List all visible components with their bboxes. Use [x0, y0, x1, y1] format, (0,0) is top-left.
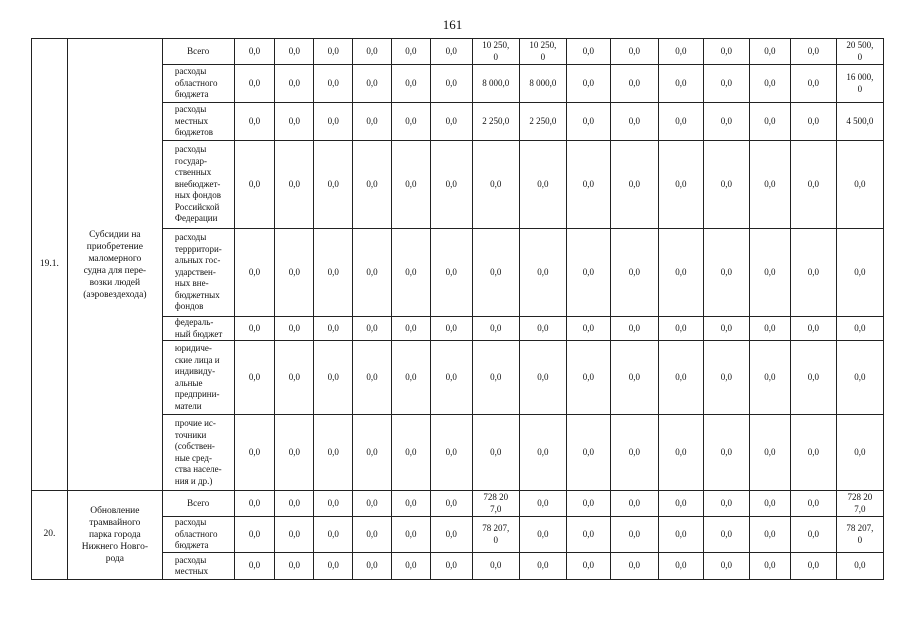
- value-cell: 0,0: [391, 517, 430, 553]
- value-cell: 0,0: [234, 341, 275, 415]
- value-cell: 16 000, 0: [836, 65, 883, 103]
- value-cell: 0,0: [566, 415, 610, 491]
- value-cell: 0,0: [472, 141, 519, 229]
- value-cell: 0,0: [275, 491, 314, 517]
- value-cell: 0,0: [472, 229, 519, 317]
- value-cell: 0,0: [749, 229, 790, 317]
- value-cell: 0,0: [790, 415, 836, 491]
- funding-source: расходы государ- ственных внебюджет- ных фондов Российской Федерации: [162, 141, 234, 229]
- value-cell: 0,0: [430, 517, 472, 553]
- value-cell: 0,0: [430, 341, 472, 415]
- value-cell: 0,0: [234, 517, 275, 553]
- value-cell: 0,0: [836, 317, 883, 341]
- value-cell: 0,0: [658, 341, 703, 415]
- value-cell: 0,0: [430, 317, 472, 341]
- value-cell: 0,0: [658, 517, 703, 553]
- value-cell: 0,0: [790, 103, 836, 141]
- table-row: [32, 491, 884, 517]
- value-cell: 0,0: [314, 553, 353, 580]
- value-cell: 0,0: [353, 317, 392, 341]
- value-cell: 0,0: [566, 103, 610, 141]
- value-cell: 0,0: [519, 517, 566, 553]
- value-cell: 0,0: [749, 65, 790, 103]
- value-cell: 0,0: [566, 491, 610, 517]
- value-cell: 0,0: [472, 341, 519, 415]
- value-cell: 0,0: [430, 65, 472, 103]
- value-cell: 0,0: [430, 553, 472, 580]
- row-index: 20.: [32, 491, 68, 580]
- value-cell: 0,0: [391, 65, 430, 103]
- value-cell: 0,0: [610, 103, 658, 141]
- value-cell: 2 250,0: [519, 103, 566, 141]
- value-cell: 0,0: [275, 141, 314, 229]
- value-cell: 0,0: [234, 229, 275, 317]
- value-cell: 0,0: [566, 39, 610, 65]
- value-cell: 0,0: [703, 65, 749, 103]
- value-cell: 0,0: [234, 39, 275, 65]
- value-cell: 0,0: [275, 39, 314, 65]
- row-index: 19.1.: [32, 39, 68, 491]
- value-cell: 0,0: [658, 553, 703, 580]
- value-cell: 0,0: [391, 317, 430, 341]
- value-cell: 0,0: [703, 415, 749, 491]
- value-cell: 0,0: [610, 141, 658, 229]
- funding-source: Всего: [162, 491, 234, 517]
- value-cell: 0,0: [314, 517, 353, 553]
- value-cell: 0,0: [790, 39, 836, 65]
- value-cell: 0,0: [353, 491, 392, 517]
- value-cell: 0,0: [658, 491, 703, 517]
- value-cell: 0,0: [234, 491, 275, 517]
- funding-source: расходы областного бюджета: [162, 517, 234, 553]
- value-cell: 0,0: [790, 491, 836, 517]
- value-cell: 0,0: [703, 491, 749, 517]
- value-cell: 0,0: [430, 103, 472, 141]
- value-cell: 0,0: [519, 141, 566, 229]
- value-cell: 78 207, 0: [472, 517, 519, 553]
- value-cell: 0,0: [353, 39, 392, 65]
- value-cell: 0,0: [519, 229, 566, 317]
- measure-description: Субсидии на приобретение маломерного судна для пере- возки людей (аэровездехода): [67, 39, 162, 491]
- value-cell: 0,0: [703, 553, 749, 580]
- value-cell: 0,0: [472, 415, 519, 491]
- value-cell: 0,0: [353, 103, 392, 141]
- funding-source: Всего: [162, 39, 234, 65]
- value-cell: 4 500,0: [836, 103, 883, 141]
- value-cell: 0,0: [566, 341, 610, 415]
- value-cell: 0,0: [836, 553, 883, 580]
- value-cell: 0,0: [234, 415, 275, 491]
- value-cell: 0,0: [275, 341, 314, 415]
- value-cell: 0,0: [353, 415, 392, 491]
- value-cell: 0,0: [391, 141, 430, 229]
- value-cell: 0,0: [790, 553, 836, 580]
- value-cell: 0,0: [658, 65, 703, 103]
- value-cell: 0,0: [275, 415, 314, 491]
- funding-source: федераль- ный бюджет: [162, 317, 234, 341]
- value-cell: 8 000,0: [519, 65, 566, 103]
- value-cell: 0,0: [566, 553, 610, 580]
- value-cell: 0,0: [658, 317, 703, 341]
- funding-source: прочие ис- точники (собствен- ные сред- ства населе- ния и др.): [162, 415, 234, 491]
- value-cell: 0,0: [275, 317, 314, 341]
- value-cell: 0,0: [749, 415, 790, 491]
- value-cell: 78 207, 0: [836, 517, 883, 553]
- funding-source: расходы областного бюджета: [162, 65, 234, 103]
- value-cell: 0,0: [703, 141, 749, 229]
- value-cell: 0,0: [749, 553, 790, 580]
- value-cell: 0,0: [703, 341, 749, 415]
- value-cell: 2 250,0: [472, 103, 519, 141]
- value-cell: 0,0: [749, 341, 790, 415]
- value-cell: 0,0: [610, 517, 658, 553]
- value-cell: 0,0: [275, 103, 314, 141]
- value-cell: 0,0: [314, 341, 353, 415]
- page-number: 161: [442, 17, 463, 32]
- value-cell: 0,0: [658, 103, 703, 141]
- value-cell: 0,0: [353, 517, 392, 553]
- value-cell: 0,0: [391, 553, 430, 580]
- value-cell: 0,0: [836, 229, 883, 317]
- funding-source: юридиче- ские лица и индивиду- альные предприни- матели: [162, 341, 234, 415]
- value-cell: 0,0: [566, 517, 610, 553]
- value-cell: 0,0: [566, 229, 610, 317]
- value-cell: 0,0: [275, 229, 314, 317]
- value-cell: 0,0: [430, 491, 472, 517]
- value-cell: 0,0: [472, 553, 519, 580]
- value-cell: 0,0: [519, 317, 566, 341]
- value-cell: 0,0: [836, 141, 883, 229]
- value-cell: 20 500, 0: [836, 39, 883, 65]
- value-cell: 0,0: [749, 491, 790, 517]
- value-cell: 0,0: [353, 553, 392, 580]
- value-cell: 0,0: [275, 553, 314, 580]
- funding-source: расходы местных бюджетов: [162, 103, 234, 141]
- value-cell: 0,0: [749, 141, 790, 229]
- value-cell: 10 250, 0: [519, 39, 566, 65]
- value-cell: 0,0: [749, 103, 790, 141]
- value-cell: 0,0: [234, 553, 275, 580]
- value-cell: 0,0: [353, 229, 392, 317]
- value-cell: 0,0: [234, 65, 275, 103]
- value-cell: 0,0: [353, 341, 392, 415]
- value-cell: 0,0: [703, 317, 749, 341]
- value-cell: 0,0: [314, 65, 353, 103]
- value-cell: 0,0: [314, 491, 353, 517]
- value-cell: 0,0: [836, 415, 883, 491]
- funding-source: расходы террритори- альных гос- ударствен- ных вне- бюджетных фондов: [162, 229, 234, 317]
- value-cell: 0,0: [519, 491, 566, 517]
- value-cell: 0,0: [658, 39, 703, 65]
- table-row: [32, 39, 884, 65]
- value-cell: 0,0: [519, 553, 566, 580]
- value-cell: 0,0: [790, 141, 836, 229]
- value-cell: 0,0: [703, 103, 749, 141]
- value-cell: 0,0: [703, 229, 749, 317]
- value-cell: 0,0: [519, 341, 566, 415]
- funding-source: расходы местных: [162, 553, 234, 580]
- value-cell: 0,0: [391, 415, 430, 491]
- value-cell: 0,0: [703, 39, 749, 65]
- value-cell: 0,0: [314, 229, 353, 317]
- value-cell: 0,0: [658, 229, 703, 317]
- value-cell: 0,0: [314, 103, 353, 141]
- value-cell: 0,0: [430, 141, 472, 229]
- value-cell: 0,0: [353, 65, 392, 103]
- value-cell: 0,0: [430, 229, 472, 317]
- value-cell: 0,0: [790, 65, 836, 103]
- value-cell: 0,0: [610, 317, 658, 341]
- value-cell: 0,0: [391, 491, 430, 517]
- value-cell: 10 250, 0: [472, 39, 519, 65]
- value-cell: 0,0: [610, 491, 658, 517]
- value-cell: 0,0: [658, 415, 703, 491]
- value-cell: 0,0: [658, 141, 703, 229]
- value-cell: 0,0: [610, 553, 658, 580]
- value-cell: 0,0: [430, 415, 472, 491]
- value-cell: 0,0: [790, 229, 836, 317]
- value-cell: 728 20 7,0: [836, 491, 883, 517]
- value-cell: 0,0: [610, 229, 658, 317]
- value-cell: 0,0: [275, 65, 314, 103]
- value-cell: 0,0: [353, 141, 392, 229]
- value-cell: 0,0: [314, 141, 353, 229]
- value-cell: 0,0: [391, 229, 430, 317]
- value-cell: 0,0: [749, 39, 790, 65]
- value-cell: 0,0: [234, 141, 275, 229]
- value-cell: 0,0: [610, 341, 658, 415]
- value-cell: 0,0: [519, 415, 566, 491]
- value-cell: 728 20 7,0: [472, 491, 519, 517]
- value-cell: 0,0: [836, 341, 883, 415]
- value-cell: 0,0: [566, 65, 610, 103]
- value-cell: 0,0: [430, 39, 472, 65]
- value-cell: 0,0: [610, 65, 658, 103]
- value-cell: 8 000,0: [472, 65, 519, 103]
- value-cell: 0,0: [391, 39, 430, 65]
- value-cell: 0,0: [566, 317, 610, 341]
- value-cell: 0,0: [314, 39, 353, 65]
- value-cell: 0,0: [472, 317, 519, 341]
- value-cell: 0,0: [610, 415, 658, 491]
- value-cell: 0,0: [749, 317, 790, 341]
- value-cell: 0,0: [790, 317, 836, 341]
- value-cell: 0,0: [275, 517, 314, 553]
- value-cell: 0,0: [703, 517, 749, 553]
- value-cell: 0,0: [790, 517, 836, 553]
- value-cell: 0,0: [790, 341, 836, 415]
- value-cell: 0,0: [234, 317, 275, 341]
- value-cell: 0,0: [391, 341, 430, 415]
- value-cell: 0,0: [234, 103, 275, 141]
- budget-table: [31, 38, 884, 580]
- value-cell: 0,0: [749, 517, 790, 553]
- measure-description: Обновление трамвайного парка города Нижнего Новго- рода: [67, 491, 162, 580]
- value-cell: 0,0: [566, 141, 610, 229]
- value-cell: 0,0: [314, 415, 353, 491]
- value-cell: 0,0: [610, 39, 658, 65]
- value-cell: 0,0: [314, 317, 353, 341]
- value-cell: 0,0: [391, 103, 430, 141]
